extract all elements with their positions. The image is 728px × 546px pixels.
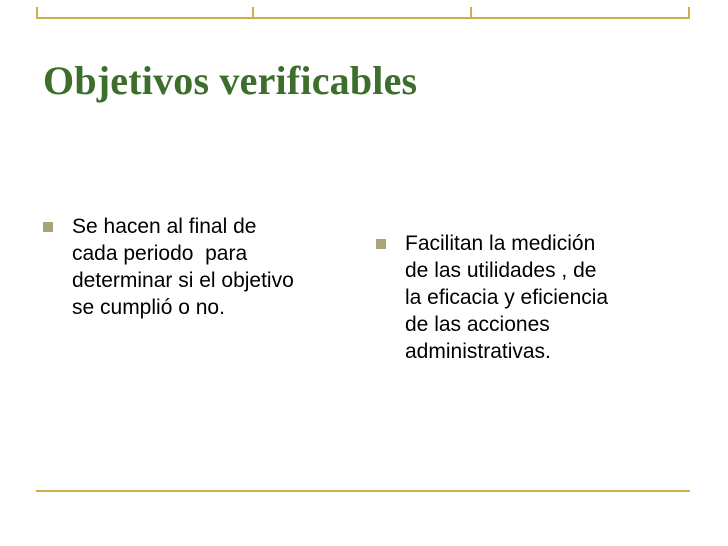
right-column	[376, 230, 676, 365]
top-rule-tick	[470, 7, 472, 17]
bullet-text-line: cada periodo para	[72, 242, 248, 265]
bullet-text-line: de las acciones	[405, 313, 550, 336]
square-bullet-icon	[376, 239, 386, 249]
square-bullet-icon	[43, 222, 53, 232]
bullet-text-line: administrativas.	[405, 340, 551, 363]
bullet-text-line: la eficacia y eficiencia	[405, 286, 609, 309]
bottom-rule	[36, 490, 690, 492]
left-column	[43, 213, 353, 321]
bullet-item	[376, 230, 676, 365]
top-rule-tick	[688, 7, 690, 17]
top-rule-tick	[36, 7, 38, 17]
top-rule-tick	[252, 7, 254, 17]
bullet-text-line: Facilitan la medición	[405, 232, 596, 255]
bullet-text-line: se cumplió o no.	[72, 296, 225, 319]
top-rule	[36, 17, 690, 19]
bullet-text-line: de las utilidades , de	[405, 259, 597, 282]
bullet-item	[43, 213, 353, 321]
bullet-text-line: determinar si el objetivo	[72, 269, 294, 292]
slide-title: Objetivos verificables	[43, 57, 418, 103]
bullet-text-line: Se hacen al final de	[72, 215, 257, 238]
